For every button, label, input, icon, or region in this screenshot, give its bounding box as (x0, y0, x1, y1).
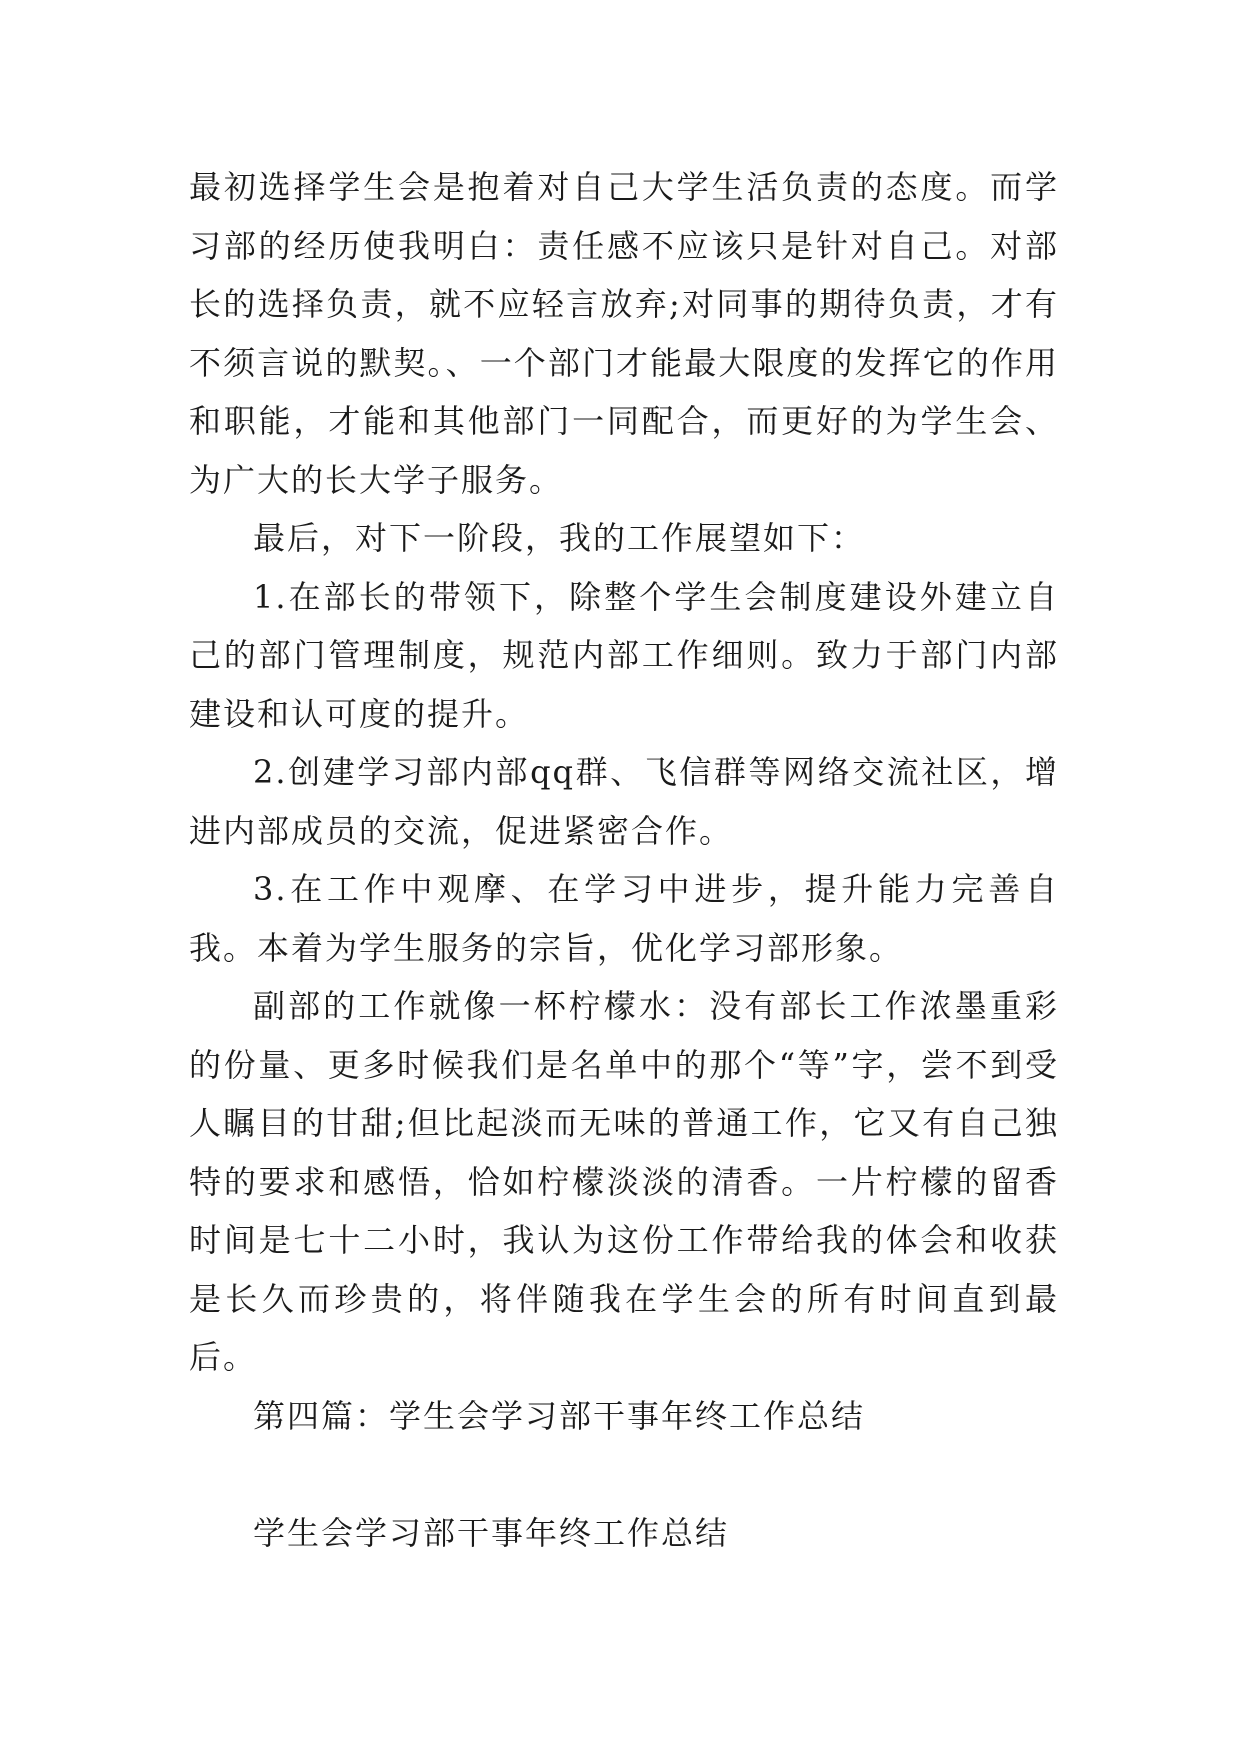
paragraph-outlook-heading: 最后，对下一阶段，我的工作展望如下： (253, 519, 866, 557)
document-body (189, 158, 1059, 1562)
paragraph-lemon-water: 副部的工作就像一杯柠檬水：没有部长工作浓墨重彩的份量、更多时候我们是名单中的那个“等”字，尝不到受人瞩目的甘甜;但比起淡而无味的普通工作，它又有自己独特的要求和感悟，恰如柠檬淡淡的清香。一片柠檬的留香时间是七十二小时，我认为这份工作带给我的体会和收获是长久而珍贵的，将伴随我在学生会的所有时间直到最后。 (189, 987, 1059, 1376)
paragraph-item-3: 3.在工作中观摩、在学习中进步，提升能力完善自我。本着为学生服务的宗旨，优化学习部形象。 (189, 870, 1059, 967)
paragraph-item-2: 2.创建学习部内部qq群、飞信群等网络交流社区，增进内部成员的交流，促进紧密合作。 (189, 753, 1059, 850)
section-heading: 第四篇：学生会学习部干事年终工作总结 (253, 1396, 866, 1435)
paragraph-intro: 最初选择学生会是抱着对自己大学生活负责的态度。而学习部的经历使我明白：责任感不应该只是针对自己。对部长的选择负责，就不应轻言放弃;对同事的期待负责，才有不须言说的默契。、一个部门才能最大限度的发挥它的作用和职能，才能和其他部门一同配合，而更好的为学生会、为广大的长大学子服务。 (189, 168, 1059, 499)
blank-line (189, 1445, 1059, 1504)
section-title: 学生会学习部干事年终工作总结 (253, 1513, 730, 1552)
paragraph-item-1: 1.在部长的带领下，除整个学生会制度建设外建立自己的部门管理制度，规范内部工作细则。致力于部门内部建设和认可度的提升。 (189, 577, 1059, 733)
